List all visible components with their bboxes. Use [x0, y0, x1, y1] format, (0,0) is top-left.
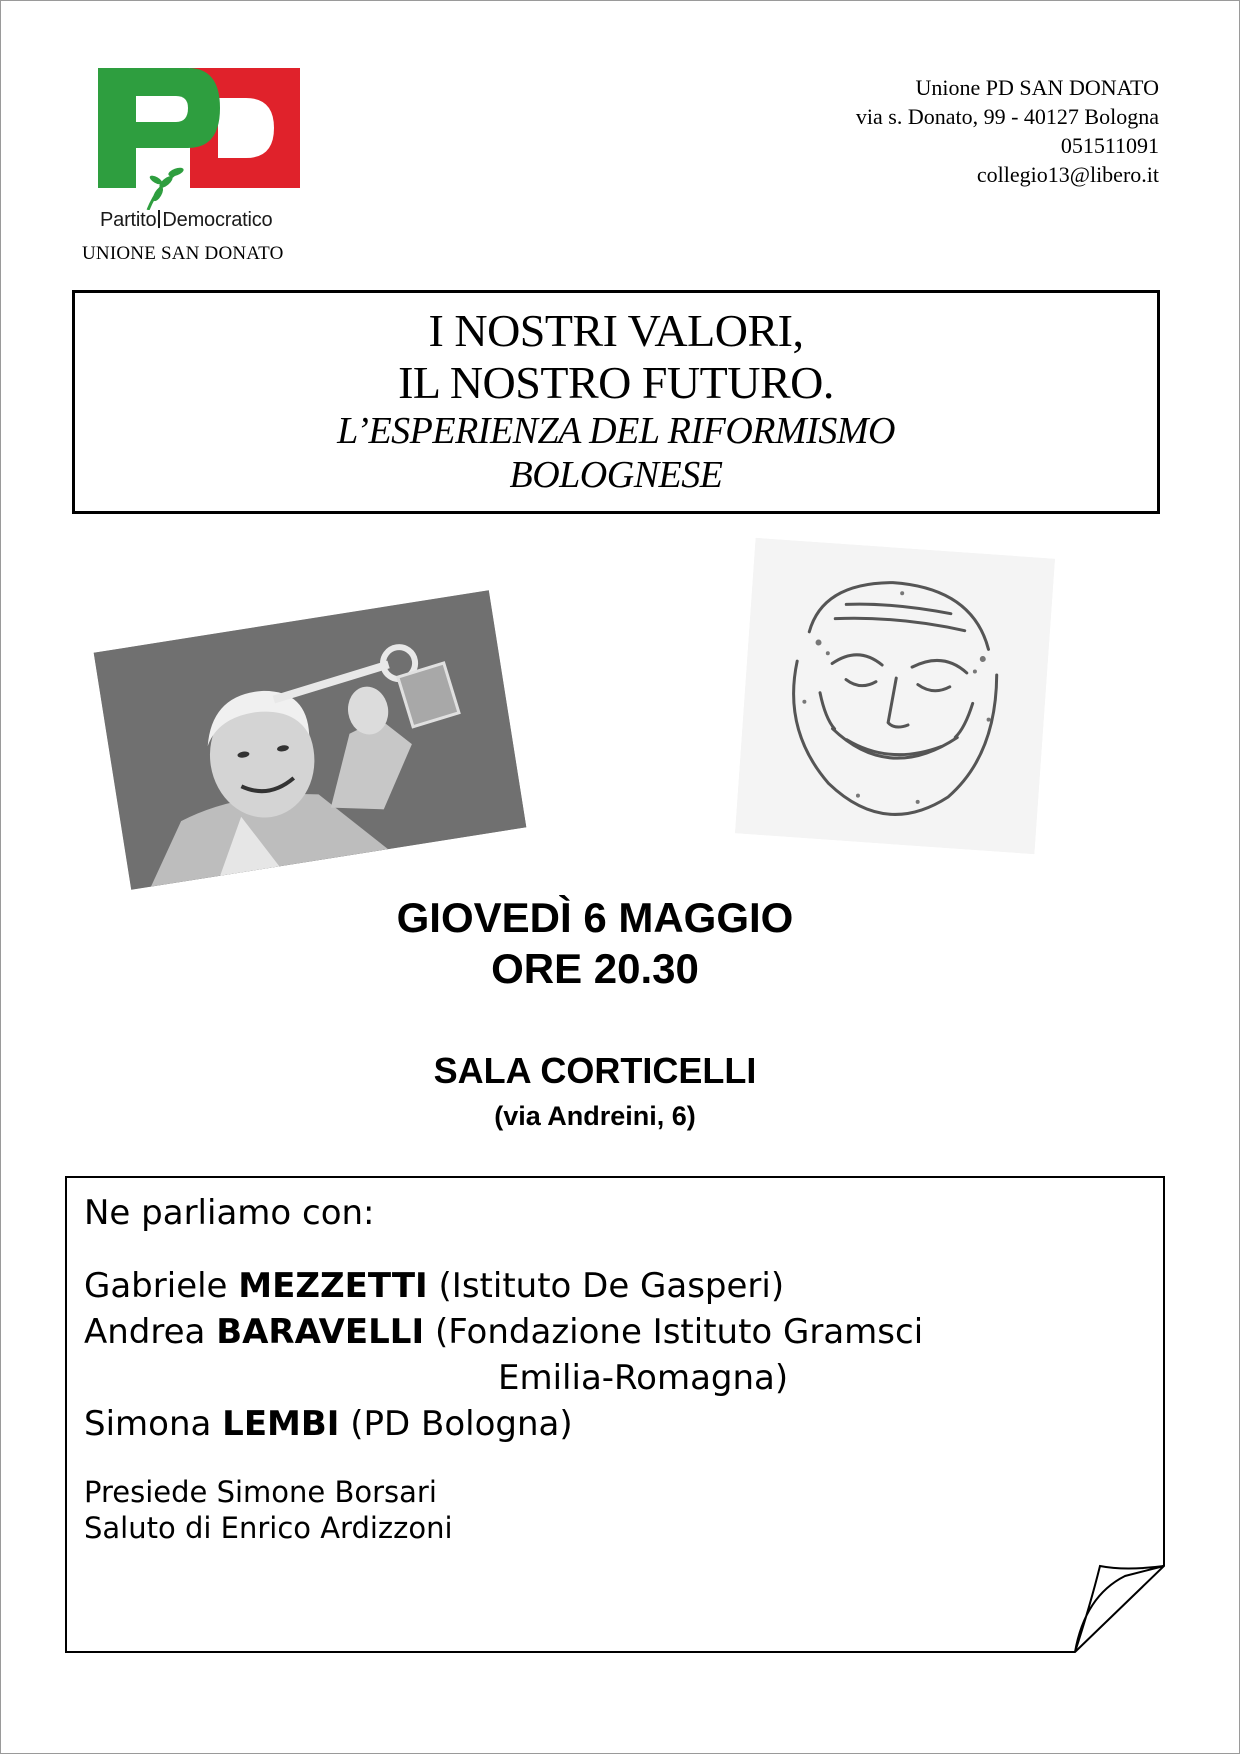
greeting-line: Saluto di Enrico Ardizzoni — [84, 1511, 453, 1545]
logo-caption-partito: Partito — [100, 209, 157, 231]
event-date: GIOVEDÌ 6 MAGGIO — [396, 894, 794, 941]
sketch-smiling-man-graphic — [735, 538, 1055, 854]
logo-subtitle: UNIONE SAN DONATO — [82, 243, 284, 264]
subtitle-line-1: L’ESPERIENZA DEL RIFORMISMO — [337, 410, 895, 452]
speaker-row — [84, 1309, 923, 1355]
pd-logo — [78, 60, 318, 270]
sketch-smiling-man — [735, 538, 1055, 854]
speaker-organization: (Fondazione Istituto Gramsci — [434, 1312, 924, 1352]
chair-line: Presiede Simone Borsari — [84, 1475, 437, 1509]
speaker-organization: (PD Bologna) — [350, 1404, 573, 1444]
speaker-first-name: Gabriele — [84, 1266, 228, 1306]
speaker-row — [84, 1263, 923, 1309]
contact-block — [856, 73, 1159, 189]
logo-caption-separator — [158, 210, 160, 228]
event-venue: SALA CORTICELLI — [433, 1050, 757, 1091]
logo-caption-democratico: Democratico — [162, 209, 273, 231]
speaker-last-name: MEZZETTI — [238, 1266, 428, 1306]
title-line-1: I NOSTRI VALORI, — [428, 305, 804, 356]
speakers-content — [84, 1190, 923, 1546]
speaker-row — [84, 1401, 923, 1447]
speaker-organization-continued: Emilia-Romagna) — [498, 1358, 789, 1398]
contact-phone: 051511091 — [1060, 133, 1159, 158]
speaker-last-name: LEMBI — [222, 1404, 340, 1444]
title-box — [72, 290, 1160, 514]
contact-org: Unione PD SAN DONATO — [915, 75, 1159, 100]
title-line-2: IL NOSTRO FUTURO. — [398, 357, 834, 408]
speaker-organization: (Istituto De Gasperi) — [438, 1266, 785, 1306]
event-address: (via Andreini, 6) — [494, 1101, 696, 1131]
speaker-first-name: Andrea — [84, 1312, 206, 1352]
speakers-intro: Ne parliamo con: — [84, 1193, 375, 1233]
speaker-first-name: Simona — [84, 1404, 212, 1444]
pd-logo-graphic — [78, 60, 318, 210]
speaker-last-name: BARAVELLI — [216, 1312, 425, 1352]
event-time: ORE 20.30 — [491, 945, 699, 992]
contact-address: via s. Donato, 99 - 40127 Bologna — [855, 104, 1159, 129]
subtitle-line-2: BOLOGNESE — [509, 454, 723, 496]
contact-email: collegio13@libero.it — [976, 162, 1159, 187]
speakers-box — [65, 1176, 1165, 1653]
logo-caption — [100, 209, 272, 232]
